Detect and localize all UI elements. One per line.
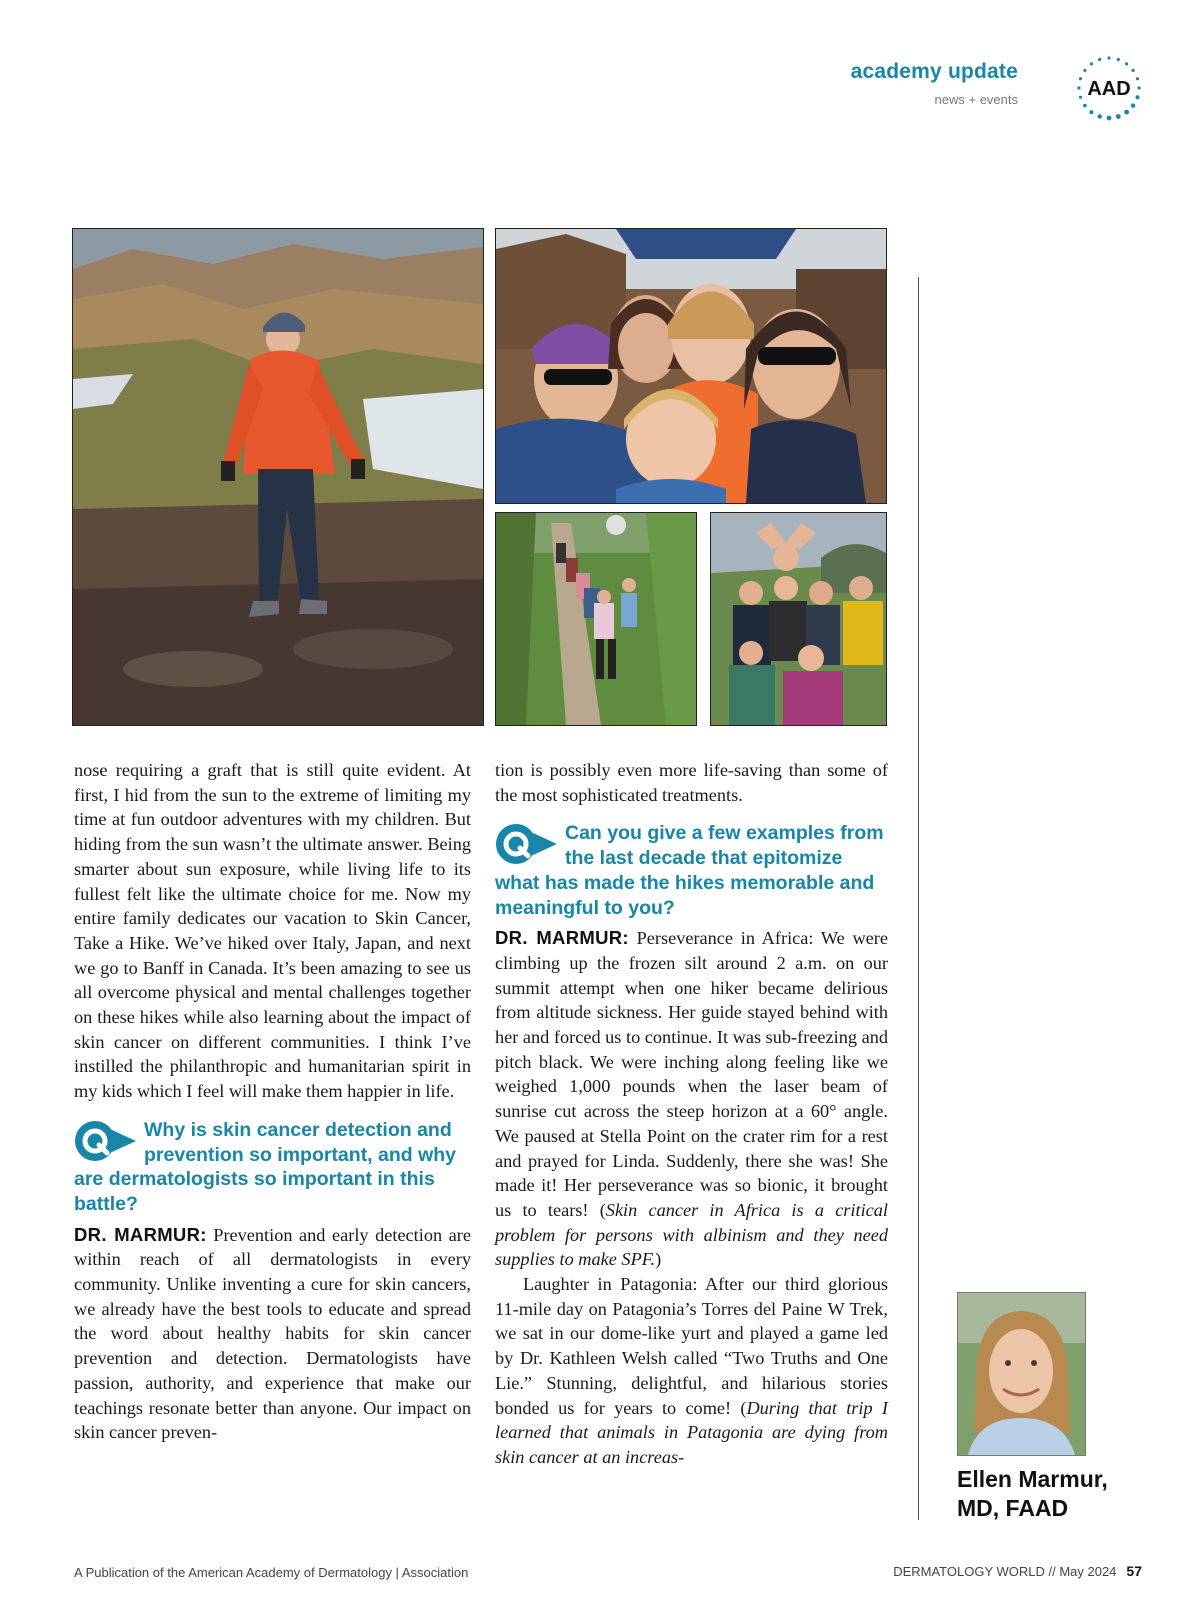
question-block (74, 1118, 471, 1217)
answer-close: ) (655, 1249, 662, 1270)
author-photo (957, 1292, 1086, 1456)
photo-group-selfie (495, 228, 887, 504)
question-text: Why is skin cancer detection and prevention so important, and why are dermatologists so important in this battle? (74, 1118, 457, 1215)
photo-hiker-iceland (72, 228, 484, 726)
photo-heart-hands-group (710, 512, 887, 726)
right-column (495, 758, 888, 1470)
answer-italic: Skin cancer in Africa is a critical problem for persons with albinism and they need supplies to make SPF. (495, 1199, 888, 1270)
question-q-icon (74, 1120, 136, 1162)
answer-paragraph (495, 1272, 888, 1470)
svg-text:AAD: AAD (1087, 78, 1131, 100)
section-subtitle: news + events (934, 92, 1018, 107)
answer-italic: During that trip I learned that animals in Patagonia are dying from skin cancer at an increas- (495, 1397, 888, 1467)
page-number: 57 (1126, 1563, 1142, 1579)
footer-magazine-title: DERMATOLOGY WORLD // May 2024 (893, 1564, 1117, 1579)
paragraph: nose requiring a graft that is still quite evident. At first, I hid from the sun to the extreme of limiting my time at fun outdoor adventures with my children. But hiding from the sun wasn’t the ultimate answer. Being smarter about sun exposure, while living life to its fullest felt like the ultimate choice for me. Now my entire family dedicates our vacation to Skin Cancer, Take a Hike. We’ve hiked over Italy, Japan, and next we go to Banff in Canada. It’s been amazing to see us all overcome physical and mental challenges together on these hikes while also learning about the impact of skin cancer on different communities. I think I’ve instilled the philanthropic and humanitarian spirit in my kids which I feel will make them happier in life. (74, 760, 471, 1102)
answer-paragraph (74, 1223, 471, 1445)
answer-paragraph (495, 926, 888, 1272)
answer-text: Laughter in Patagonia: After our third glorious 11-mile day on Patagonia’s Torres del Paine W Trek, we sat in our dome-like yurt and played a game led by Dr. Kathleen Welsh called “Two Truths and One Lie.” Stunning, delightful, and hilarious stories bonded us for years to come! ( (495, 1274, 888, 1418)
question-text: Can you give a few examples from the last decade that epitomize what has made the hikes memorable and meaningful to you? (495, 822, 884, 919)
question-block (495, 821, 888, 920)
photo-trail-line (495, 512, 697, 726)
question-q-icon (495, 823, 557, 865)
footer-publication: A Publication of the American Academy of Dermatology | Association (74, 1565, 469, 1580)
column-divider (918, 277, 919, 1520)
answer-text: Perseverance in Africa: We were climbing up the frozen silt around 2 a.m. on our summit attempt when one hiker became delirious from altitude sickness. Her guide stayed behind with her and forced us to continue. It was sub-freezing and pitch black. We were inching along feeling like we weighed 1,000 pounds when the laser beam of sunrise cut across the steep horizon at a 60° angle. We paused at Stella Point on the crater rim for a rest and prayed for Linda. Suddenly, there she was! She made it! Her perseverance was so bionic, it brought us to tears! ( (495, 928, 888, 1220)
left-column (74, 758, 471, 1445)
section-title: academy update (850, 60, 1018, 83)
footer-magazine (893, 1563, 1142, 1579)
author-name (957, 1465, 1157, 1523)
paragraph: tion is possibly even more life-saving than some of the most sophisticated treatments. (495, 760, 888, 805)
answer-text: Prevention and early detection are within reach of all dermatologists in every community. Unlike inventing a cure for skin cancers, we already have the best tools to educate and spread the word about healthy habits for skin cancer prevention and detection. Dermatologists have passion, authority, and experience that make our teachings resonate better than anyone. Our impact on skin cancer preven- (74, 1224, 471, 1443)
author-name-line2: MD, FAAD (957, 1495, 1069, 1521)
author-name-line1: Ellen Marmur, (957, 1466, 1108, 1492)
speaker-label: DR. MARMUR: (495, 927, 629, 949)
speaker-label: DR. MARMUR: (74, 1223, 207, 1245)
aad-logo (1075, 54, 1143, 122)
